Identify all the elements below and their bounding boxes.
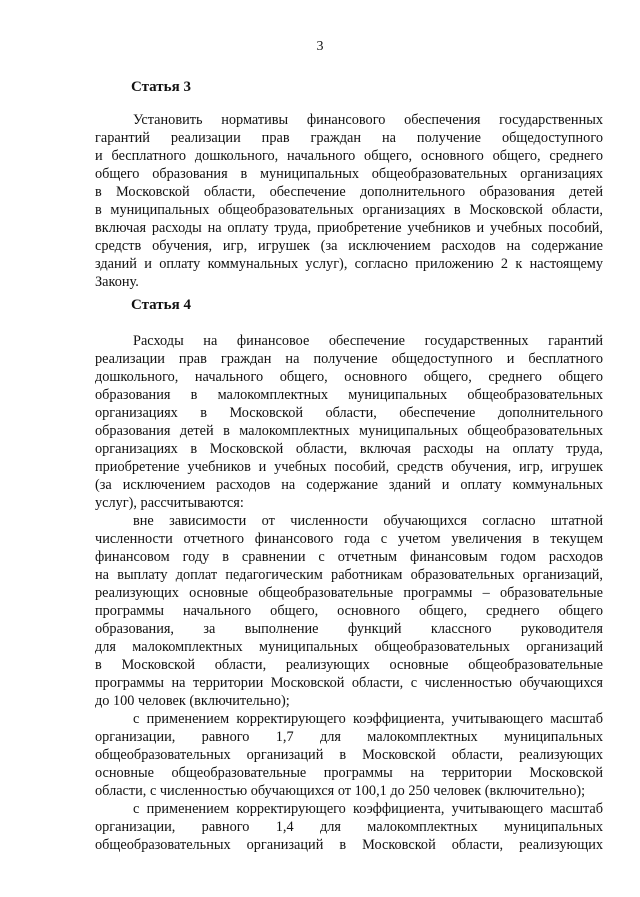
- article-4-line: дошкольного, начального общего, основного общего, среднего общего: [95, 369, 603, 385]
- article-4-line: услуг), рассчитываются:: [95, 495, 244, 511]
- article-4-line: основные общеобразовательные программы на территории Московской: [95, 765, 603, 781]
- article-4-line: до 100 человек (включительно);: [95, 693, 290, 709]
- article-3-heading: Статья 3: [131, 79, 191, 95]
- article-3-line: включая расходы на оплату труда, приобретение учебников и учебных пособий,: [95, 220, 603, 236]
- page-number: 3: [316, 39, 324, 54]
- article-4-heading: Статья 4: [131, 297, 191, 313]
- article-4-line: финансовом году в сравнении с отчетным финансовым годом расходов: [95, 549, 603, 565]
- article-3-line: Установить нормативы финансового обеспечения государственных: [133, 112, 603, 128]
- article-4-line: на выплату доплат педагогическим работникам образовательных организаций,: [95, 567, 603, 583]
- article-4-line: численности отчетного финансового года с учетом увеличения в текущем: [95, 531, 603, 547]
- article-4-line: для малокомплектных муниципальных общеобразовательных организаций: [95, 639, 603, 655]
- article-3-line: зданий и оплату коммунальных услуг), согласно приложению 2 к настоящему: [95, 256, 603, 272]
- article-3-line: гарантий реализации прав граждан на получение общедоступного: [95, 130, 603, 146]
- article-4-line: Расходы на финансовое обеспечение государственных гарантий: [133, 333, 603, 349]
- article-4-line: области, с численностью обучающихся от 100,1 до 250 человек (включительно);: [95, 783, 586, 799]
- article-3-line: в Московской области, обеспечение дополнительного образования детей: [95, 184, 603, 200]
- article-4-line: организации, равного 1,4 для малокомплектных муниципальных: [95, 819, 603, 835]
- article-4-line: образования, за выполнение функций классного руководителя: [95, 621, 603, 637]
- article-4-line: организациях в Московской области, включая расходы на оплату труда,: [95, 441, 603, 457]
- article-4-line: общеобразовательных организаций в Московской области, реализующих: [95, 837, 603, 853]
- article-3-line: в муниципальных общеобразовательных организациях в Московской области,: [95, 202, 603, 218]
- article-3-line: средств обучения, игр, игрушек (за исключением расходов на содержание: [95, 238, 603, 254]
- article-4-line: с применением корректирующего коэффициента, учитывающего масштаб: [133, 711, 603, 727]
- article-4-line: с применением корректирующего коэффициента, учитывающего масштаб: [133, 801, 603, 817]
- article-4-line: приобретение учебников и учебных пособий, средств обучения, игр, игрушек: [95, 459, 603, 475]
- article-4-line: реализации прав граждан на получение общедоступного и бесплатного: [95, 351, 603, 367]
- article-4-line: программы на территории Московской области, с численностью обучающихся: [95, 675, 603, 691]
- article-4-line: организациях в Московской области, обеспечение дополнительного: [95, 405, 603, 421]
- article-4-line: образования в малокомплектных муниципальных общеобразовательных: [95, 387, 603, 403]
- article-4-line: (за исключением расходов на содержание зданий и оплату коммунальных: [95, 477, 603, 493]
- article-3-line: и бесплатного дошкольного, начального общего, основного общего, среднего: [95, 148, 603, 164]
- article-4-line: общеобразовательных организаций в Московской области, реализующих: [95, 747, 603, 763]
- article-4-line: организации, равного 1,7 для малокомплектных муниципальных: [95, 729, 603, 745]
- article-4-line: программы начального общего, основного общего, среднего общего: [95, 603, 603, 619]
- article-3-line: общего образования в муниципальных общеобразовательных организациях: [95, 166, 603, 182]
- article-4-line: вне зависимости от численности обучающихся согласно штатной: [133, 513, 603, 529]
- article-4-line: реализующих основные общеобразовательные программы – образовательные: [95, 585, 603, 601]
- article-4-line: образования детей в малокомплектных муниципальных общеобразовательных: [95, 423, 603, 439]
- article-3-line: Закону.: [95, 274, 139, 290]
- article-4-line: в Московской области, реализующих основные общеобразовательные: [95, 657, 603, 673]
